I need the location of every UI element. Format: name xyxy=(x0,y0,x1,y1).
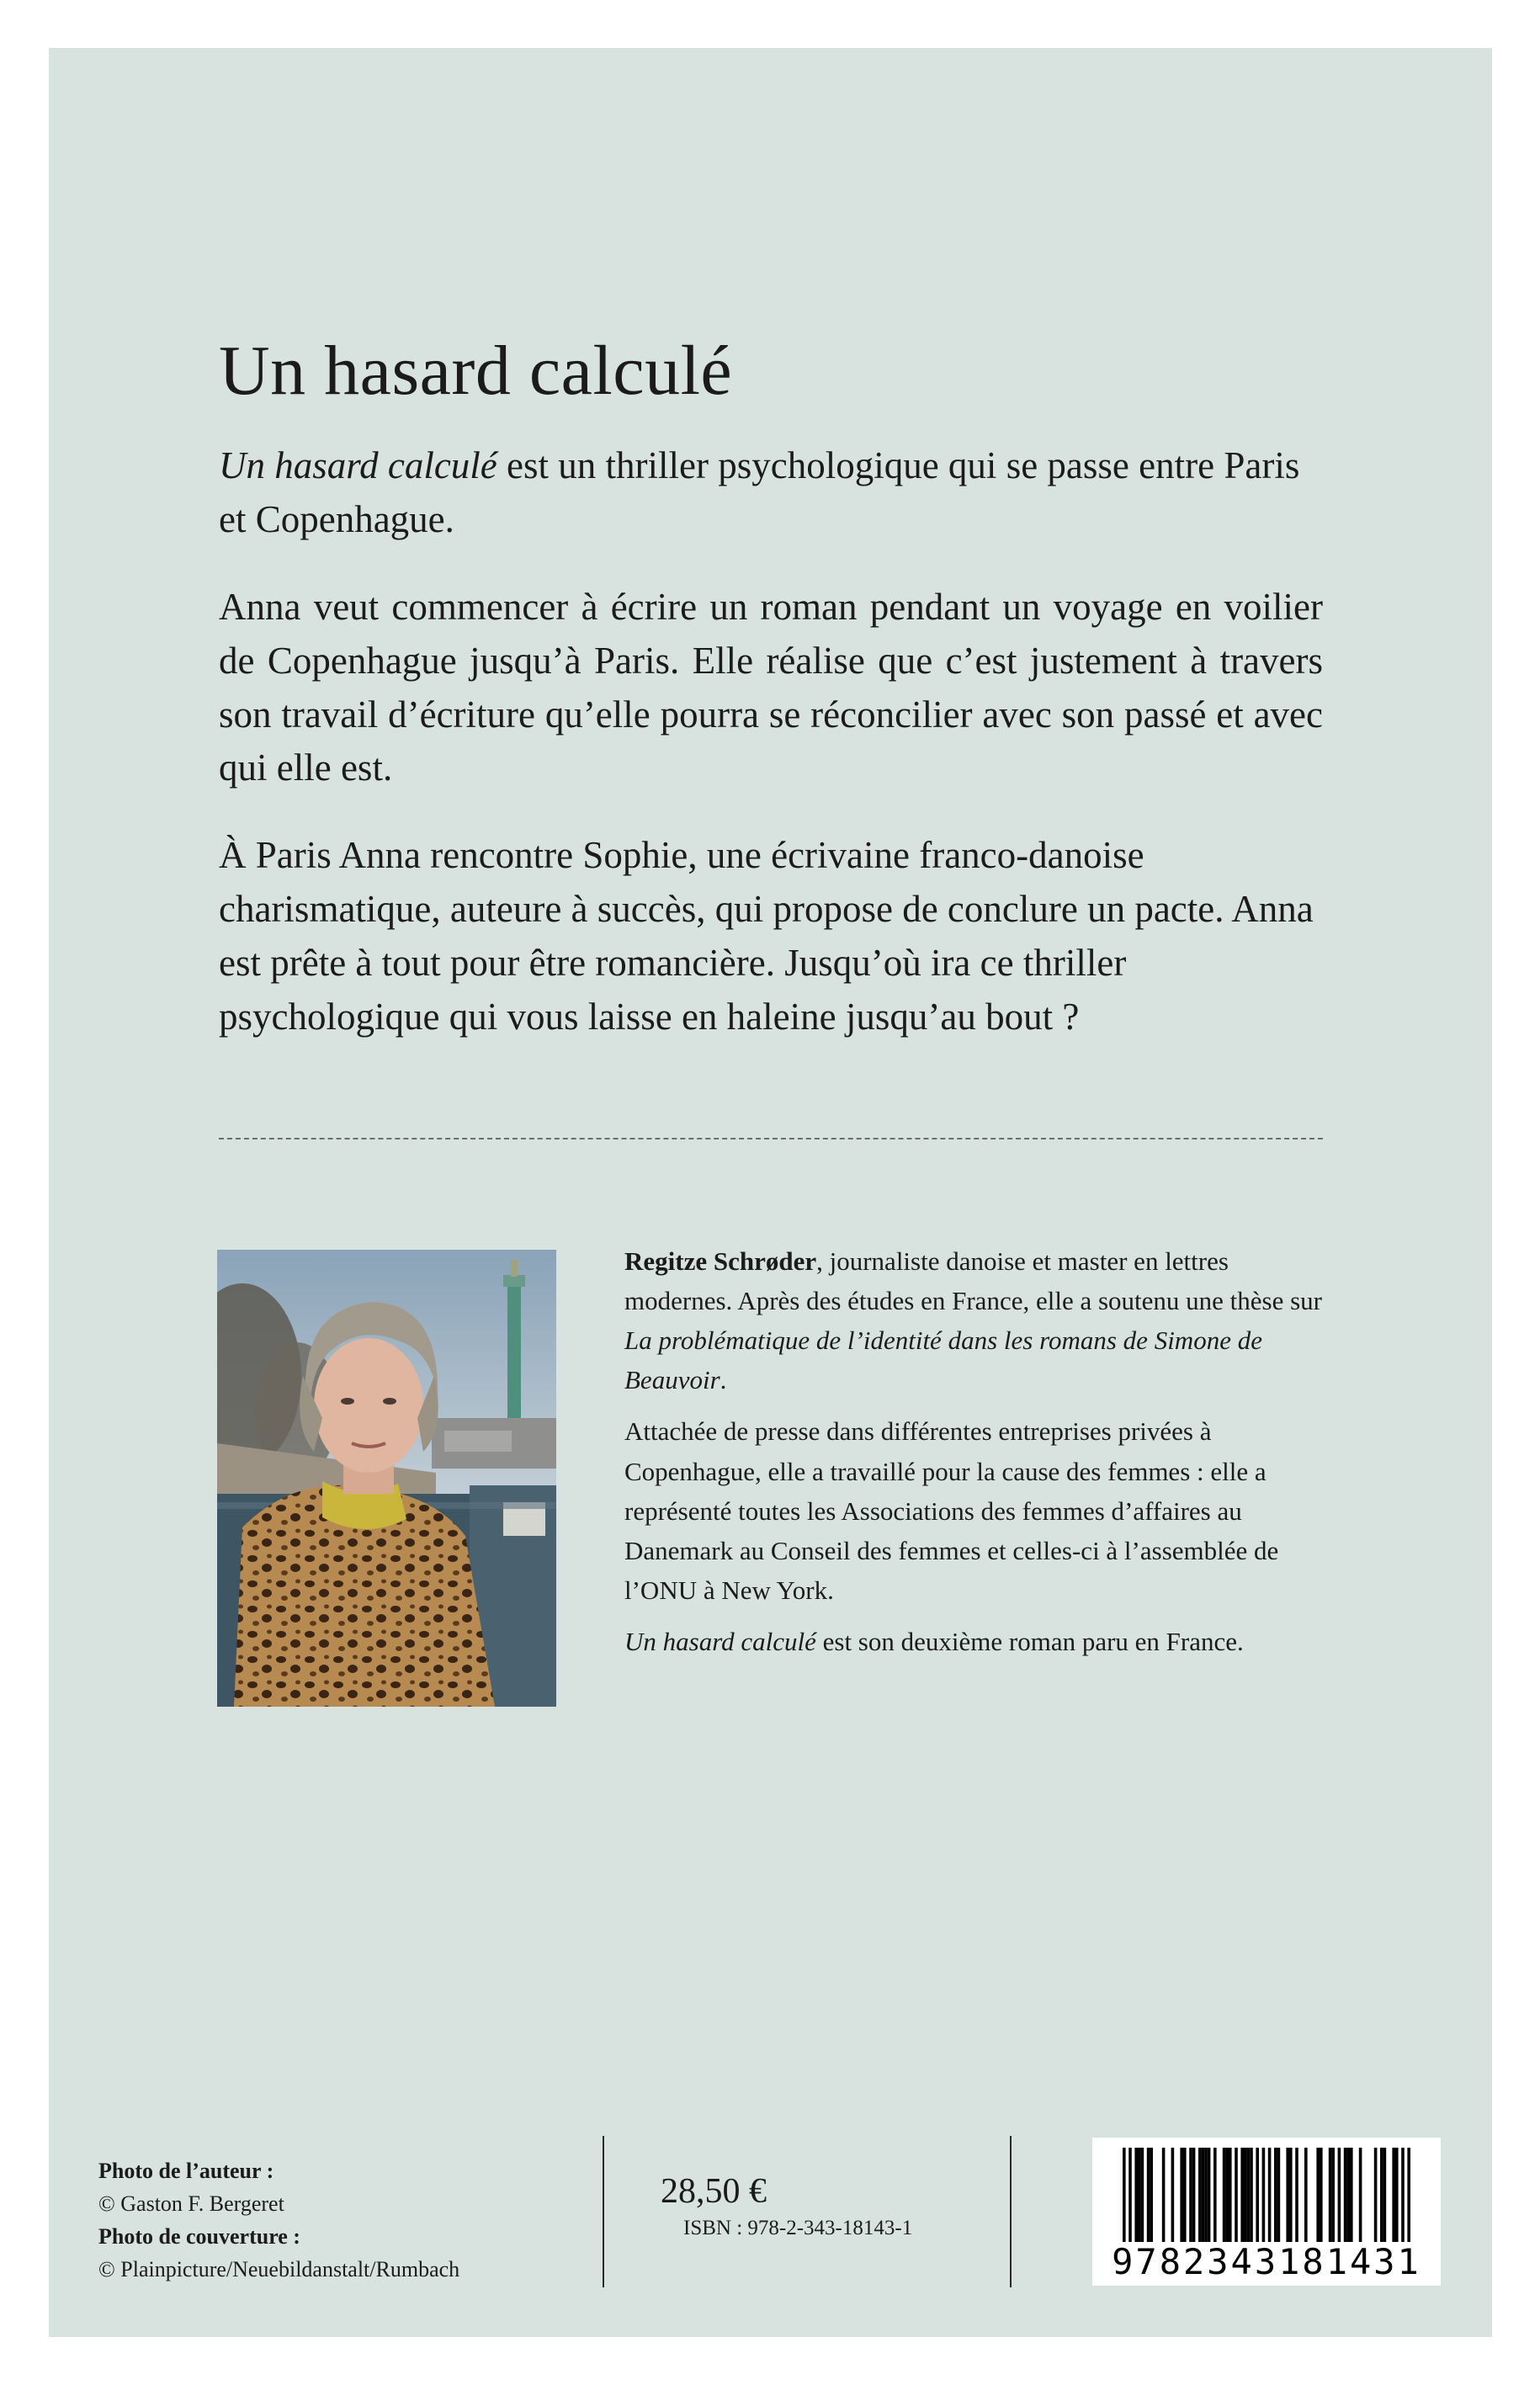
barcode-bar xyxy=(1329,2148,1332,2242)
book-summary xyxy=(219,439,1323,1078)
barcode-bar xyxy=(1247,2148,1251,2242)
barcode-bar xyxy=(1147,2148,1150,2242)
barcode xyxy=(1092,2138,1441,2286)
barcode-bar xyxy=(1240,2148,1244,2242)
barcode-bar xyxy=(1128,2148,1132,2242)
barcode-bar xyxy=(1250,2148,1253,2242)
price: 28,50 € xyxy=(661,2172,767,2211)
barcode-bar xyxy=(1235,2148,1238,2242)
barcode-bar xyxy=(1192,2148,1196,2242)
summary-paragraph-1 xyxy=(219,439,1323,547)
barcode-bar xyxy=(1198,2148,1202,2242)
summary-paragraph-3: À Paris Anna rencontre Sophie, une écrivaine franco-danoise charismatique, auteure à succès, qui propose de conclure un pacte. Anna est prête à tout pour être romancière. Jusqu’où ira ce thriller psychologique qui vous laisse en haleine jusqu’au bout ? xyxy=(219,834,1314,1038)
barcode-bars xyxy=(1092,2138,1441,2247)
barcode-bar xyxy=(1344,2148,1347,2242)
barcode-bar xyxy=(1180,2148,1183,2242)
barcode-bar xyxy=(1268,2148,1272,2242)
barcode-bar xyxy=(1380,2148,1383,2242)
bio-paragraph-3 xyxy=(624,1622,1323,1661)
bio-paragraph-3-text: est son deuxième roman paru en France. xyxy=(815,1626,1244,1656)
barcode-bar xyxy=(1262,2148,1266,2242)
barcode-bar xyxy=(1331,2148,1335,2242)
cover-photo-credit: © Plainpicture/Neuebildanstalt/Rumbach xyxy=(98,2257,460,2281)
barcode-bar xyxy=(1274,2148,1277,2242)
barcode-bar xyxy=(1229,2148,1232,2242)
separator-line-right xyxy=(1010,2136,1012,2287)
barcode-bar xyxy=(1141,2148,1144,2242)
barcode-bar xyxy=(1304,2148,1308,2242)
summary-paragraph-2: Anna veut commencer à écrire un roman pendant un voyage en voilier de Copenhague jusqu’à Paris. Elle réalise que c’est justement à travers son travail d’écriture qu’elle pourra se réconcilier avec son passé et avec qui elle est. xyxy=(219,585,1323,789)
bio-paragraph-1-end: . xyxy=(720,1365,727,1395)
bio-paragraph-1-text: , journaliste danoise et master en lettres modernes. Après des études en France, elle a soutenu une thèse sur xyxy=(624,1246,1322,1316)
isbn: ISBN : 978-2-343-18143-1 xyxy=(683,2217,913,2239)
barcode-bar xyxy=(1183,2148,1187,2242)
barcode-bar xyxy=(1338,2148,1341,2242)
barcode-bar xyxy=(1277,2148,1281,2242)
barcode-bar xyxy=(1350,2148,1353,2242)
cover-photo-label: Photo de couverture : xyxy=(98,2224,300,2249)
dashed-divider xyxy=(219,1138,1323,1139)
barcode-bar xyxy=(1407,2148,1410,2242)
author-photo-credit: © Gaston F. Bergeret xyxy=(98,2191,284,2216)
barcode-bar xyxy=(1401,2148,1405,2242)
barcode-digits: 9782343181431 xyxy=(1112,2241,1421,2282)
barcode-bar xyxy=(1374,2148,1378,2242)
barcode-bar xyxy=(1346,2148,1350,2242)
barcode-bar xyxy=(1150,2148,1153,2242)
barcode-bar xyxy=(1289,2148,1293,2242)
barcode-bar xyxy=(1320,2148,1323,2242)
bio-paragraph-2: Attachée de presse dans différentes entreprises privées à Copenhague, elle a travaillé pour la cause des femmes : elle a représenté toutes les Associations des femmes d’affaires au Danemark au Conseil des femmes et celles-ci à l’assemblée de l’ONU à New York. xyxy=(624,1416,1279,1605)
author-bio xyxy=(624,1241,1323,1673)
barcode-bar xyxy=(1256,2148,1259,2242)
summary-paragraph-1-text: est un thriller psychologique qui se passe entre Paris et Copenhague. xyxy=(219,444,1300,540)
barcode-bar xyxy=(1189,2148,1192,2242)
barcode-bar xyxy=(1359,2148,1362,2242)
barcode-bar xyxy=(1134,2148,1138,2242)
barcode-bar xyxy=(1392,2148,1395,2242)
author-photo xyxy=(217,1250,556,1707)
barcode-bar xyxy=(1225,2148,1229,2242)
barcode-bar xyxy=(1383,2148,1387,2242)
barcode-bar xyxy=(1204,2148,1208,2242)
bio-paragraph-1 xyxy=(624,1241,1323,1400)
barcode-bar xyxy=(1244,2148,1247,2242)
barcode-bar xyxy=(1123,2148,1126,2242)
book-title: Un hasard calculé xyxy=(219,332,733,410)
barcode-bar xyxy=(1162,2148,1166,2242)
thesis-title: La problématique de l’identité dans les romans de Simone de Beauvoir xyxy=(624,1325,1262,1395)
barcode-bar xyxy=(1223,2148,1226,2242)
author-name: Regitze Schrøder xyxy=(624,1246,817,1276)
barcode-bar xyxy=(1395,2148,1399,2242)
separator-line-left xyxy=(603,2136,604,2287)
summary-title-italic: Un hasard calculé xyxy=(219,444,497,486)
barcode-bar xyxy=(1208,2148,1211,2242)
barcode-bar xyxy=(1138,2148,1141,2242)
barcode-bar xyxy=(1295,2148,1298,2242)
photo-credits xyxy=(98,2154,459,2286)
bio-book-title: Un hasard calculé xyxy=(624,1626,816,1656)
author-photo-label: Photo de l’auteur : xyxy=(98,2159,274,2183)
barcode-bar xyxy=(1171,2148,1175,2242)
barcode-bar xyxy=(1316,2148,1320,2242)
barcode-bar xyxy=(1286,2148,1289,2242)
barcode-bar xyxy=(1213,2148,1217,2242)
barcode-bar xyxy=(1202,2148,1205,2242)
